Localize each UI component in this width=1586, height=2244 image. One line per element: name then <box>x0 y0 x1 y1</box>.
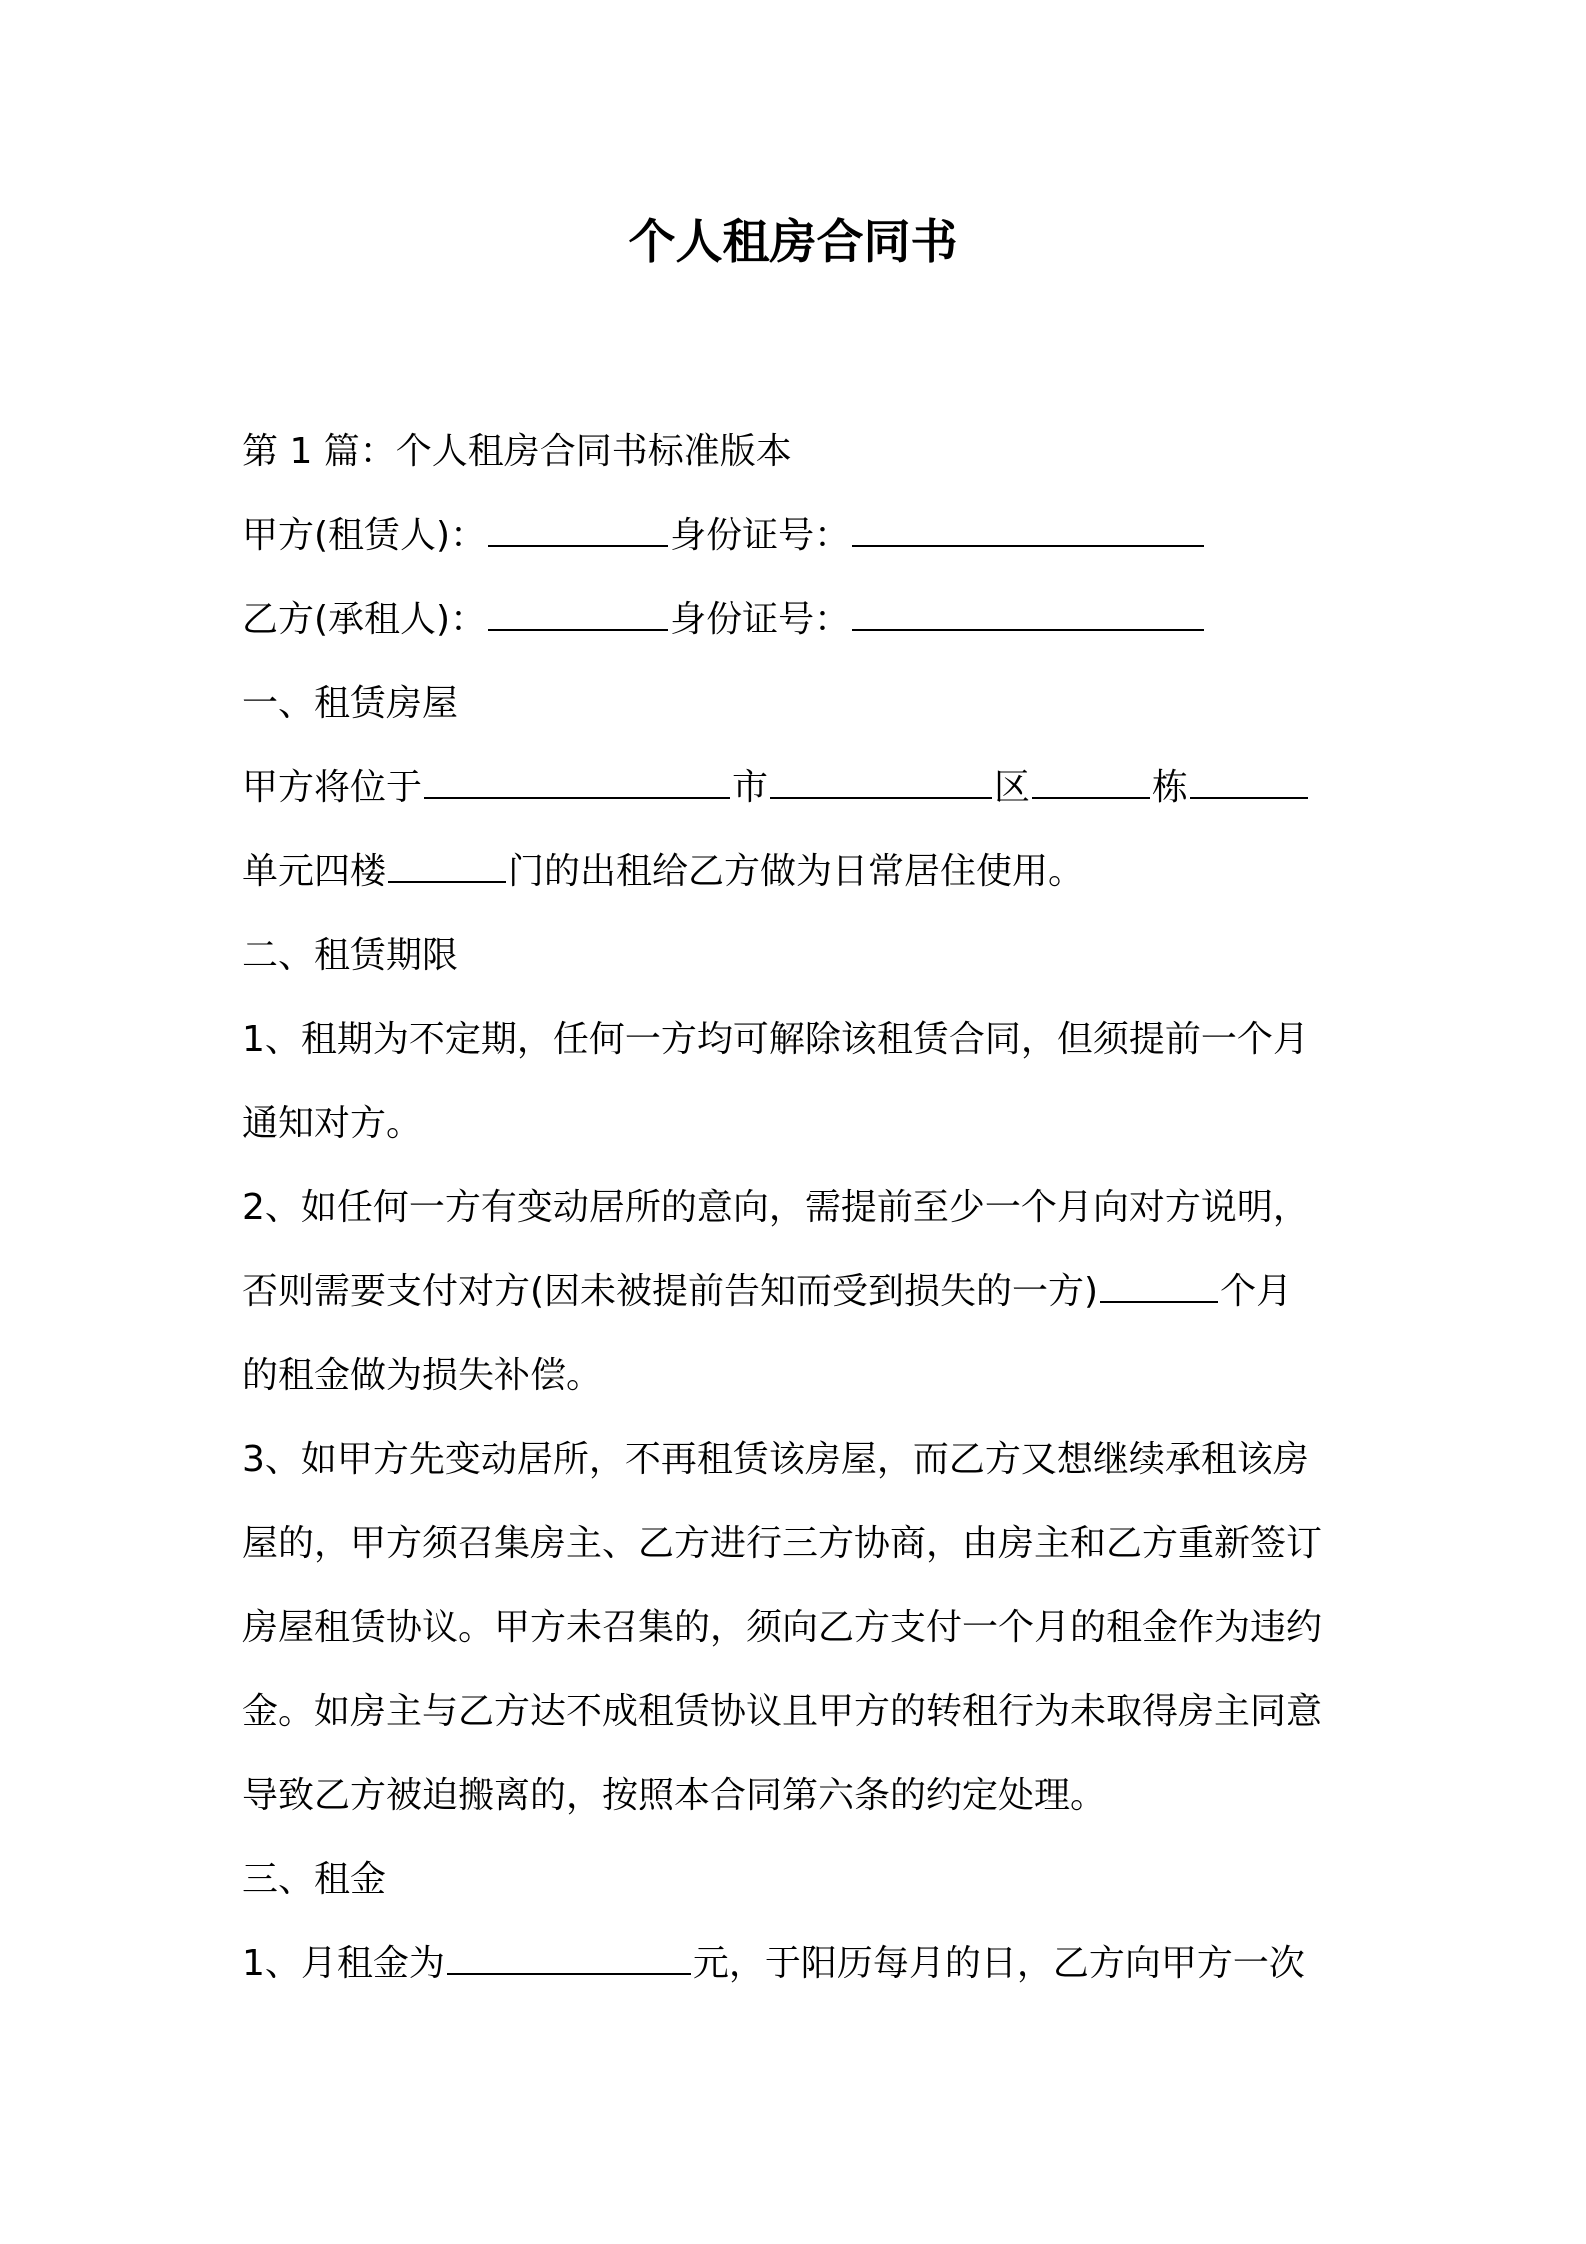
document-body <box>242 410 1362 2006</box>
document-line <box>242 662 1362 746</box>
fill-in-blank <box>852 593 1204 631</box>
fill-in-blank <box>852 509 1204 547</box>
line-text: 市 <box>732 767 769 808</box>
document-line <box>242 1754 1362 1838</box>
fill-in-blank <box>488 509 668 547</box>
line-text: 3、如甲方先变动居所，不再租赁该房屋，而乙方又想继续承租该房 <box>242 1439 1309 1480</box>
line-text: 房屋租赁协议。甲方未召集的，须向乙方支付一个月的租金作为违约 <box>242 1607 1323 1648</box>
line-text: 身份证号： <box>670 599 851 640</box>
line-text: 甲方将位于 <box>242 767 423 808</box>
document-line <box>242 1418 1362 1502</box>
line-text: 甲方(租赁人)： <box>242 515 487 556</box>
document-line <box>242 914 1362 998</box>
fill-in-blank <box>447 1937 691 1975</box>
fill-in-blank <box>424 761 730 799</box>
document-line <box>242 998 1362 1082</box>
line-text: 乙方(承租人)： <box>242 599 487 640</box>
document-line <box>242 494 1362 578</box>
line-text: 一、租赁房屋 <box>242 683 459 724</box>
document-line <box>242 1670 1362 1754</box>
fill-in-blank <box>1100 1265 1218 1303</box>
line-text: 1、月租金为 <box>242 1943 445 1984</box>
document-line <box>242 746 1362 830</box>
line-text: 1、租期为不定期，任何一方均可解除该租赁合同，但须提前一个月 <box>242 1019 1309 1060</box>
fill-in-blank <box>1190 761 1308 799</box>
fill-in-blank <box>388 845 506 883</box>
line-text: 元，于阳历每月的日，乙方向甲方一次 <box>692 1943 1305 1984</box>
line-text: 门的出租给乙方做为日常居住使用。 <box>508 851 1085 892</box>
line-text: 屋的，甲方须召集房主、乙方进行三方协商，由房主和乙方重新签订 <box>242 1523 1323 1564</box>
document-line <box>242 1922 1362 2006</box>
line-text: 导致乙方被迫搬离的，按照本合同第六条的约定处理。 <box>242 1775 1107 1816</box>
document-line <box>242 1250 1362 1334</box>
document-line <box>242 830 1362 914</box>
line-text: 单元四楼 <box>242 851 387 892</box>
document-line <box>242 1502 1362 1586</box>
line-text: 第 1 篇：个人租房合同书标准版本 <box>242 431 792 472</box>
line-text: 身份证号： <box>670 515 851 556</box>
line-text: 个月 <box>1220 1271 1293 1312</box>
line-text: 通知对方。 <box>242 1103 423 1144</box>
line-text: 栋 <box>1152 767 1189 808</box>
document-line <box>242 1166 1362 1250</box>
document-line <box>242 410 1362 494</box>
fill-in-blank <box>770 761 992 799</box>
document-line <box>242 1838 1362 1922</box>
line-text: 二、租赁期限 <box>242 935 459 976</box>
document-title: 个人租房合同书 <box>628 215 958 270</box>
line-text: 区 <box>994 767 1031 808</box>
line-text: 否则需要支付对方(因未被提前告知而受到损失的一方) <box>242 1271 1099 1312</box>
line-text: 的租金做为损失补偿。 <box>242 1355 603 1396</box>
fill-in-blank <box>488 593 668 631</box>
fill-in-blank <box>1032 761 1150 799</box>
document-line <box>242 578 1362 662</box>
document-line <box>242 1586 1362 1670</box>
line-text: 2、如任何一方有变动居所的意向，需提前至少一个月向对方说明， <box>242 1187 1309 1228</box>
line-text: 三、租金 <box>242 1859 387 1900</box>
document-line <box>242 1334 1362 1418</box>
line-text: 金。如房主与乙方达不成租赁协议且甲方的转租行为未取得房主同意 <box>242 1691 1323 1732</box>
document-line <box>242 1082 1362 1166</box>
